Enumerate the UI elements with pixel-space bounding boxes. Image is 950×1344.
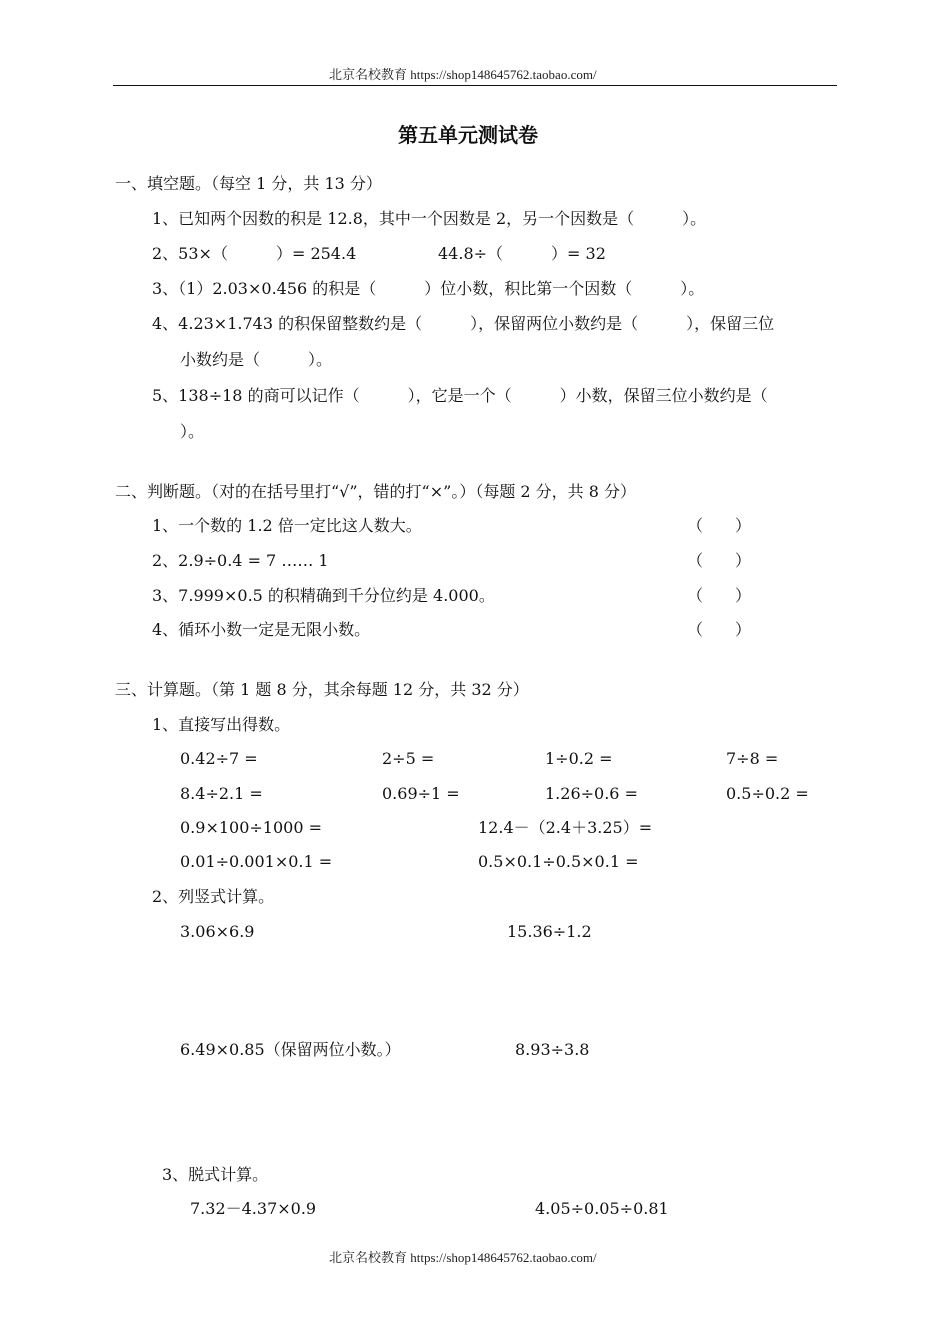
section1-q1: 1、已知两个因数的积是 12.8，其中一个因数是 2，另一个因数是（ ）。 — [152, 209, 707, 228]
judge-bracket-4[interactable]: （ ） — [687, 620, 752, 639]
calc-item: 7÷8 = — [726, 749, 779, 768]
calc-item: 0.42÷7 = — [180, 749, 258, 768]
calc-item: 1÷0.2 = — [545, 749, 613, 768]
judge-item-2: 2、2.9÷0.4 = 7 …… 1 — [152, 551, 329, 570]
vertical-calc-item: 15.36÷1.2 — [507, 922, 592, 941]
stepwise-calc-item: 4.05÷0.05÷0.81 — [535, 1199, 669, 1218]
section2-heading: 二、判断题。（对的在括号里打“√”，错的打“×”。）（每题 2 分，共 8 分） — [115, 482, 637, 501]
judge-item-4: 4、循环小数一定是无限小数。 — [152, 620, 371, 639]
calc-item: 2÷5 = — [382, 749, 435, 768]
vertical-calc-item: 8.93÷3.8 — [515, 1040, 590, 1059]
judge-bracket-2[interactable]: （ ） — [687, 551, 752, 570]
page-header: 北京名校教育 https://shop148645762.taobao.com/ — [329, 67, 597, 82]
section1-q5-line2: ）。 — [180, 422, 205, 441]
section1-q3: 3、（1）2.03×0.456 的积是（ ）位小数，积比第一个因数（ ）。 — [152, 279, 705, 298]
calc-sub2-title: 2、列竖式计算。 — [152, 887, 275, 906]
judge-bracket-3[interactable]: （ ） — [687, 586, 752, 605]
page-title: 第五单元测试卷 — [398, 123, 538, 147]
section1-q2a: 2、53×（ ）= 254.4 — [152, 244, 357, 263]
section1-heading: 一、填空题。（每空 1 分，共 13 分） — [115, 174, 382, 193]
section1-q4-line2: 小数约是（ ）。 — [180, 350, 333, 369]
section3-heading: 三、计算题。（第 1 题 8 分，其余每题 12 分，共 32 分） — [115, 680, 529, 699]
section1-q2b: 44.8÷（ ）= 32 — [438, 244, 606, 263]
judge-item-1: 1、一个数的 1.2 倍一定比这人数大。 — [152, 516, 422, 535]
vertical-calc-item: 3.06×6.9 — [180, 922, 255, 941]
calc-item: 0.9×100÷1000 = — [180, 818, 323, 837]
judge-bracket-1[interactable]: （ ） — [687, 516, 752, 535]
page-footer: 北京名校教育 https://shop148645762.taobao.com/ — [329, 1250, 597, 1265]
stepwise-calc-item: 7.32－4.37×0.9 — [190, 1199, 317, 1218]
calc-sub1-title: 1、直接写出得数。 — [152, 715, 291, 734]
calc-sub3-title: 3、脱式计算。 — [162, 1165, 269, 1184]
calc-item: 0.69÷1 = — [382, 784, 460, 803]
judge-item-3: 3、7.999×0.5 的积精确到千分位约是 4.000。 — [152, 586, 495, 605]
calc-item: 0.01÷0.001×0.1 = — [180, 852, 333, 871]
calc-item: 1.26÷0.6 = — [545, 784, 638, 803]
section1-q4-line1: 4、4.23×1.743 的积保留整数约是（ ），保留两位小数约是（ ），保留三位 — [152, 314, 775, 333]
section1-q5-line1: 5、138÷18 的商可以记作（ ），它是一个（ ）小数，保留三位小数约是（ — [152, 386, 768, 405]
header-rule — [113, 85, 837, 86]
vertical-calc-item: 6.49×0.85（保留两位小数。） — [180, 1040, 401, 1059]
calc-item: 8.4÷2.1 = — [180, 784, 263, 803]
calc-item: 0.5÷0.2 = — [726, 784, 809, 803]
calc-item: 0.5×0.1÷0.5×0.1 = — [478, 852, 639, 871]
calc-item: 12.4－（2.4＋3.25）= — [478, 818, 653, 837]
